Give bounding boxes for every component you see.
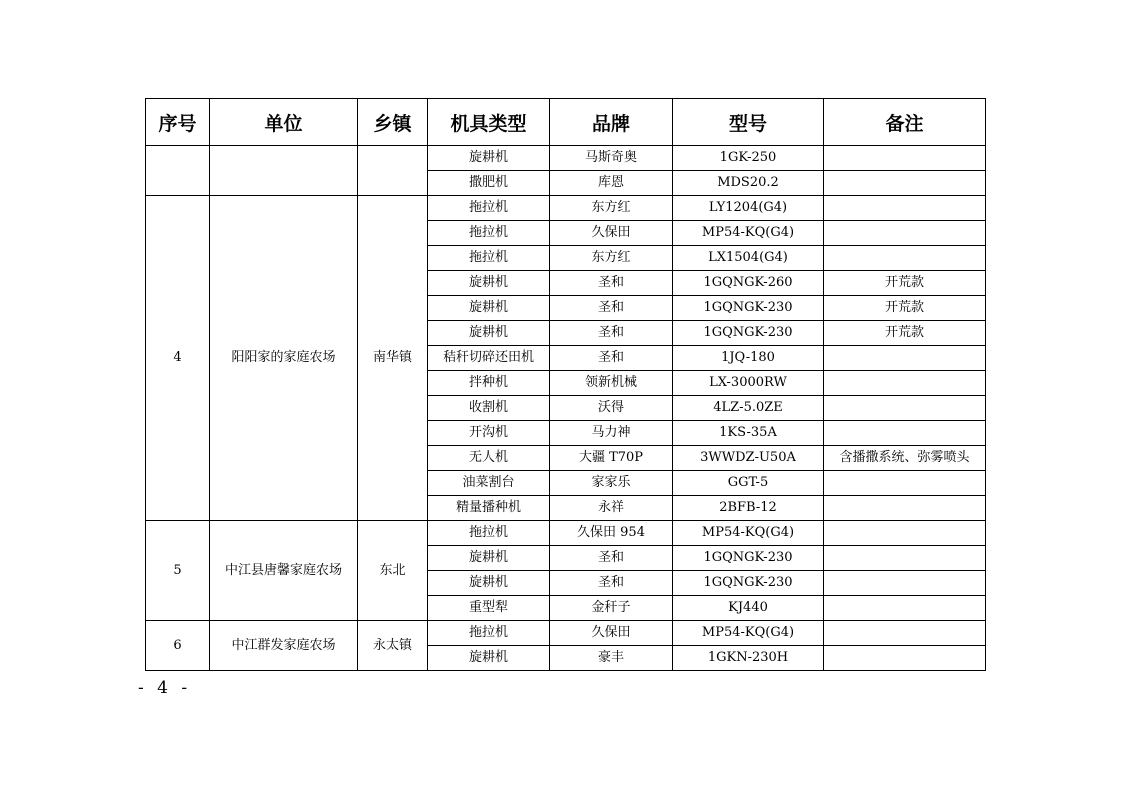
group-town-cell: 永太镇 (358, 621, 428, 671)
type-cell: 拖拉机 (428, 621, 550, 646)
note-cell (824, 546, 986, 571)
note-cell (824, 646, 986, 671)
type-cell: 拖拉机 (428, 196, 550, 221)
type-cell: 油菜割台 (428, 471, 550, 496)
type-cell: 撒肥机 (428, 171, 550, 196)
note-cell (824, 396, 986, 421)
header-row (146, 99, 986, 146)
type-cell: 旋耕机 (428, 646, 550, 671)
model-cell: KJ440 (673, 596, 824, 621)
model-cell: MP54-KQ(G4) (673, 521, 824, 546)
type-cell: 拌种机 (428, 371, 550, 396)
model-cell: MP54-KQ(G4) (673, 221, 824, 246)
type-cell: 旋耕机 (428, 271, 550, 296)
group-seq-cell: 4 (146, 196, 210, 521)
model-cell: 1KS-35A (673, 421, 824, 446)
brand-cell: 圣和 (550, 571, 673, 596)
brand-cell: 马斯奇奥 (550, 146, 673, 171)
brand-cell: 圣和 (550, 321, 673, 346)
table-row (146, 146, 986, 171)
model-cell: 1JQ-180 (673, 346, 824, 371)
table-row (146, 521, 986, 546)
type-cell: 旋耕机 (428, 546, 550, 571)
type-cell: 拖拉机 (428, 521, 550, 546)
brand-cell: 沃得 (550, 396, 673, 421)
note-cell (824, 346, 986, 371)
group-town-cell (358, 146, 428, 196)
note-cell: 开荒款 (824, 271, 986, 296)
note-cell (824, 571, 986, 596)
group-seq-cell: 5 (146, 521, 210, 621)
group-unit-cell (210, 146, 358, 196)
header-unit: 单位 (210, 99, 358, 146)
table-row (146, 621, 986, 646)
page-number: - 4 - (138, 678, 192, 698)
brand-cell: 圣和 (550, 271, 673, 296)
type-cell: 精量播种机 (428, 496, 550, 521)
type-cell: 重型犁 (428, 596, 550, 621)
brand-cell: 圣和 (550, 346, 673, 371)
note-cell (824, 371, 986, 396)
brand-cell: 豪丰 (550, 646, 673, 671)
note-cell (824, 171, 986, 196)
brand-cell: 东方红 (550, 196, 673, 221)
model-cell: LX-3000RW (673, 371, 824, 396)
brand-cell: 久保田 (550, 621, 673, 646)
brand-cell: 永祥 (550, 496, 673, 521)
group-seq-cell: 6 (146, 621, 210, 671)
brand-cell: 久保田 954 (550, 521, 673, 546)
header-brand: 品牌 (550, 99, 673, 146)
type-cell: 拖拉机 (428, 246, 550, 271)
model-cell: 2BFB-12 (673, 496, 824, 521)
brand-cell: 马力神 (550, 421, 673, 446)
type-cell: 旋耕机 (428, 146, 550, 171)
model-cell: 1GQNGK-230 (673, 296, 824, 321)
type-cell: 拖拉机 (428, 221, 550, 246)
note-cell: 开荒款 (824, 321, 986, 346)
brand-cell: 久保田 (550, 221, 673, 246)
model-cell: 1GKN-230H (673, 646, 824, 671)
type-cell: 旋耕机 (428, 571, 550, 596)
table-header (146, 99, 986, 146)
group-town-cell: 南华镇 (358, 196, 428, 521)
header-model: 型号 (673, 99, 824, 146)
header-seq: 序号 (146, 99, 210, 146)
note-cell: 开荒款 (824, 296, 986, 321)
model-cell: 1GQNGK-260 (673, 271, 824, 296)
model-cell: MP54-KQ(G4) (673, 621, 824, 646)
type-cell: 开沟机 (428, 421, 550, 446)
note-cell (824, 146, 986, 171)
model-cell: GGT-5 (673, 471, 824, 496)
brand-cell: 领新机械 (550, 371, 673, 396)
brand-cell: 圣和 (550, 546, 673, 571)
type-cell: 无人机 (428, 446, 550, 471)
type-cell: 旋耕机 (428, 321, 550, 346)
group-town-cell: 东北 (358, 521, 428, 621)
type-cell: 秸秆切碎还田机 (428, 346, 550, 371)
type-cell: 收割机 (428, 396, 550, 421)
brand-cell: 家家乐 (550, 471, 673, 496)
equipment-table (145, 98, 986, 671)
model-cell: 1GQNGK-230 (673, 571, 824, 596)
model-cell: 1GK-250 (673, 146, 824, 171)
note-cell (824, 596, 986, 621)
group-seq-cell (146, 146, 210, 196)
brand-cell: 金秆子 (550, 596, 673, 621)
note-cell (824, 621, 986, 646)
group-unit-cell: 阳阳家的家庭农场 (210, 196, 358, 521)
note-cell (824, 471, 986, 496)
type-cell: 旋耕机 (428, 296, 550, 321)
table-row (146, 196, 986, 221)
brand-cell: 东方红 (550, 246, 673, 271)
note-cell: 含播撒系统、弥雾喷头 (824, 446, 986, 471)
model-cell: 1GQNGK-230 (673, 546, 824, 571)
group-unit-cell: 中江县唐馨家庭农场 (210, 521, 358, 621)
group-unit-cell: 中江群发家庭农场 (210, 621, 358, 671)
note-cell (824, 221, 986, 246)
model-cell: LX1504(G4) (673, 246, 824, 271)
brand-cell: 圣和 (550, 296, 673, 321)
model-cell: 1GQNGK-230 (673, 321, 824, 346)
header-town: 乡镇 (358, 99, 428, 146)
note-cell (824, 496, 986, 521)
brand-cell: 库恩 (550, 171, 673, 196)
model-cell: 4LZ-5.0ZE (673, 396, 824, 421)
header-type: 机具类型 (428, 99, 550, 146)
model-cell: 3WWDZ-U50A (673, 446, 824, 471)
note-cell (824, 196, 986, 221)
brand-cell: 大疆 T70P (550, 446, 673, 471)
model-cell: LY1204(G4) (673, 196, 824, 221)
table-body (146, 146, 986, 671)
header-note: 备注 (824, 99, 986, 146)
note-cell (824, 421, 986, 446)
note-cell (824, 521, 986, 546)
note-cell (824, 246, 986, 271)
model-cell: MDS20.2 (673, 171, 824, 196)
